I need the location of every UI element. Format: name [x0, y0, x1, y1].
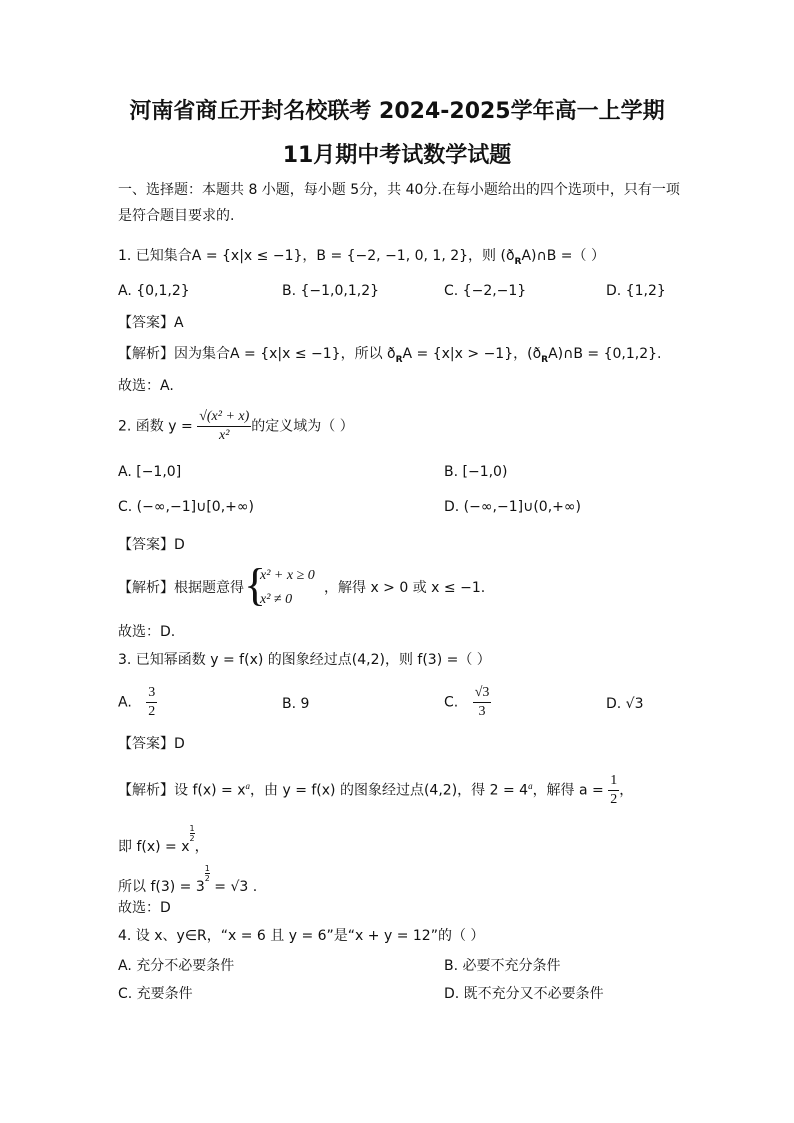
question-4-option-d: D. 既不充分又不必要条件	[444, 986, 604, 1002]
question-3-option-b: B. 9	[282, 696, 310, 712]
section-instruction-1: 一、选择题：本题共 8 小题，每小题 5分，共 40分.在每小题给出的四个选项中，只有一项	[118, 182, 680, 198]
question-3-option-c: C. $\frac{√3}{3}$	[444, 685, 490, 719]
question-3-analysis-line-2: 即 f(x) = x $^{\frac{1}{2}}$ ，	[118, 824, 209, 855]
section-instruction-2: 是符合题目要求的.	[118, 208, 235, 224]
question-1-conclusion: 故选：A.	[118, 378, 174, 394]
question-2-analysis-result: ，解得 x > 0 或 x ≤ −1.	[324, 580, 486, 596]
system-line-1: x² + x ≥ 0	[260, 568, 315, 583]
question-4-option-c: C. 充要条件	[118, 986, 193, 1002]
question-3-analysis-line-3: 所以 f(3) = 3 $^{\frac{1}{2}}$ = √3 .	[118, 864, 258, 895]
title-line-1: 河南省商丘开封名校联考 2024-2025学年高一上学期	[129, 99, 665, 124]
question-3-option-a: A. $\frac{3}{2}$	[118, 685, 156, 719]
question-2-option-c: C. (−∞,−1]∪[0,+∞)	[118, 499, 255, 515]
question-1-option-c: C. {−2,−1}	[444, 283, 527, 299]
question-1-option-a: A. {0,1,2}	[118, 283, 190, 299]
question-1-answer: 【答案】A	[118, 315, 184, 331]
question-3-analysis: 【解析】设 $f(x) = x^a$，由 y = f(x) 的图象经过点(4,2)，得 $2 = 4^a$，解得 a = $\frac{1}{2}$ ，	[118, 773, 634, 807]
question-2-option-b: B. [−1,0)	[444, 464, 508, 480]
question-3-stem: 3. 已知幂函数 y = f(x) 的图象经过点(4,2)，则 f(3) =（ ）	[118, 652, 491, 668]
question-4-stem: 4. 设 x、y∈R，“x = 6 且 y = 6”是“x + y = 12”的（ ）	[118, 928, 485, 944]
question-2-answer: 【答案】D	[118, 537, 185, 553]
question-2-analysis-label: 【解析】根据题意得	[118, 580, 244, 596]
question-2-conclusion: 故选：D.	[118, 624, 176, 640]
title-line-2: 11月期中考试数学试题	[282, 143, 512, 168]
system-line-2: x² ≠ 0	[260, 592, 293, 607]
question-1-analysis: 【解析】因为集合A = {x|x ≤ −1}，所以 $ð_RA = \{x|x > -1\}$，$(ð_RA)\cap B = \{0,1,2\}$.	[118, 346, 662, 365]
question-1-option-b: B. {−1,0,1,2}	[282, 283, 380, 299]
question-1-option-d: D. {1,2}	[606, 283, 666, 299]
question-2-option-a: A. [−1,0]	[118, 464, 182, 480]
question-1-stem: 1. 已知集合A = {x|x ≤ −1}，B = {−2, −1, 0, 1, 2}，则 $(ð_RA)\cap B$ =（ ）	[118, 248, 605, 267]
question-3-conclusion: 故选：D	[118, 900, 171, 916]
system-brace: {	[244, 559, 267, 610]
question-4-option-a: A. 充分不必要条件	[118, 958, 235, 974]
question-2-fraction: $\frac{\text{√(x² + x)}}{\text{x²}}$	[199, 409, 250, 443]
question-2-stem: 2. 函数 y = $\frac{\text{√(x² + x)}}{\text{x²}}$ 的定义域为（ ）	[118, 409, 354, 443]
question-4-option-b: B. 必要不充分条件	[444, 958, 561, 974]
question-3-answer: 【答案】D	[118, 736, 185, 752]
question-2-option-d: D. (−∞,−1]∪(0,+∞)	[444, 499, 582, 515]
question-3-option-d: D. √3	[606, 696, 644, 712]
